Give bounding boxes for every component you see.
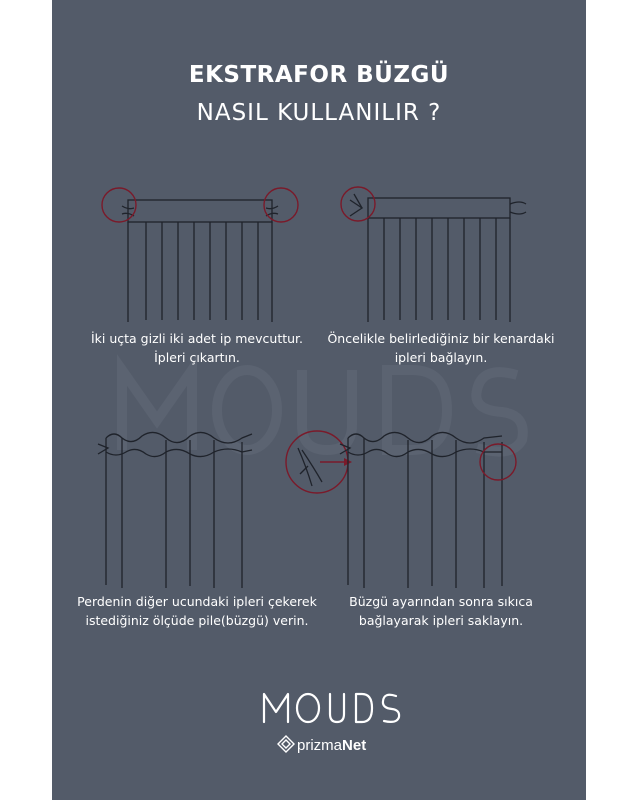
step4-illustration — [334, 420, 534, 590]
step1-illustration — [100, 180, 300, 330]
mouds-wordmark-logo — [264, 694, 399, 722]
step3-caption: Perdenin diğer ucundaki ipleri çekerek istediğiniz ölçüde pile(büzgü) verin. — [77, 594, 317, 628]
highlight-circle-left — [341, 187, 375, 221]
instruction-panel — [52, 0, 586, 800]
title-sub: NASIL KULLANILIR ? — [196, 100, 442, 126]
step1-caption: İki uçta gizli iki adet ip mevcuttur. İpleri çıkartın. — [90, 331, 304, 365]
step2-illustration — [340, 180, 540, 330]
step2-caption: Öncelikle belirlediğiniz bir kenardaki ipleri bağlayın. — [327, 331, 555, 365]
highlight-circle-right — [264, 188, 298, 222]
highlight-circle-left — [102, 188, 136, 222]
prizmanet-wordmark: prizmaNet — [297, 737, 367, 754]
step3-illustration — [92, 420, 322, 590]
brand-logo — [52, 676, 586, 766]
step4-caption: Büzgü ayarından sonra sıkıca bağlayarak ipleri saklayın. — [349, 594, 533, 628]
highlight-circle-right — [480, 444, 516, 480]
prizmanet-diamond-icon — [278, 736, 294, 752]
title-main: EKSTRAFOR BÜZGÜ — [188, 62, 450, 88]
